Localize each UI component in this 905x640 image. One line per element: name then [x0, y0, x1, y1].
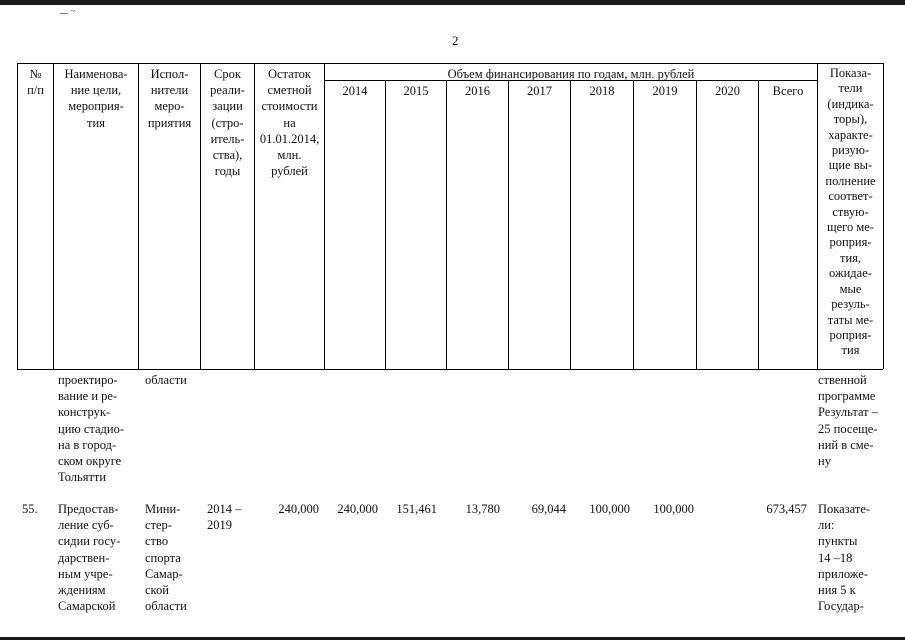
header-year: 2019 [652, 84, 678, 98]
table-top-border [17, 63, 883, 64]
col-border [324, 63, 325, 369]
header-name: Наименова- ние цели, мероприя- тия [64, 67, 128, 130]
row-indicators: Показате- ли: пункты 14 –18 приложе- ния 5 к Государ- [818, 502, 871, 614]
continuation-executor: области [145, 373, 187, 387]
header-year: 2016 [465, 84, 490, 98]
header-executors: Испол- нители меро- приятия [147, 67, 192, 130]
header-year: 2017 [527, 84, 552, 98]
header-remaining-cost: Остаток сметной стоимости на 01.01.2014, млн. рублей [259, 67, 320, 179]
header-year: 2014 [342, 84, 368, 98]
row-value-2017: 69,044 [531, 502, 566, 516]
row-value-2018: 100,000 [589, 502, 630, 516]
header-bottom-border [17, 369, 883, 370]
header-term: Срок реали- зации (стро- итель- ства), годы [210, 67, 245, 179]
row-executor: Мини- стер- ство спорта Самар- ской области [145, 502, 187, 614]
header-financing: Объем финансирования по годам, млн. рублей [447, 67, 695, 81]
row-value-2016: 13,780 [465, 502, 500, 516]
header-year: 2018 [589, 84, 615, 98]
col-border [758, 80, 759, 369]
row-value-2014: 240,000 [337, 502, 378, 516]
header-year: 2015 [403, 84, 429, 98]
col-border [508, 80, 509, 369]
col-border [633, 80, 634, 369]
col-border [17, 63, 18, 369]
col-border [385, 80, 386, 369]
header-number: № п/п [27, 67, 44, 98]
row-name: Предостав- ление суб- сидии госу- дарствен- ным учре- ждениям Самарской [58, 502, 121, 614]
header-total: Всего [772, 84, 804, 98]
col-border [883, 63, 884, 369]
header-year: 2020 [715, 84, 740, 98]
continuation-indicators: ственной программе Результат – 25 посеще- ний в сме- ну [818, 373, 879, 469]
row-number: 55. [22, 502, 38, 516]
margin-scribble: ـــ ~ [60, 6, 76, 16]
row-value-2015: 151,461 [396, 502, 437, 516]
header-indicators: Показа- тели (индика- торы), характе- ризую- щие вы- полнение соответ- ствую- щего ме- роприя- тия, ожидае- мые резуль- таты ме- роприя- тия [825, 66, 876, 358]
row-value-total: 673,457 [766, 502, 807, 516]
col-border [570, 80, 571, 369]
col-border [446, 80, 447, 369]
page-number: 2 [452, 33, 459, 48]
scan-top-edge [0, 0, 905, 5]
row-value-2019: 100,000 [653, 502, 694, 516]
row-term: 2014 – 2019 [207, 502, 242, 533]
col-border [696, 80, 697, 369]
continuation-name: проектиро- вание и ре- конструк- цию стадио- на в город- ском округе Тольятти [58, 373, 125, 485]
row-remaining-cost: 240,000 [278, 502, 319, 516]
